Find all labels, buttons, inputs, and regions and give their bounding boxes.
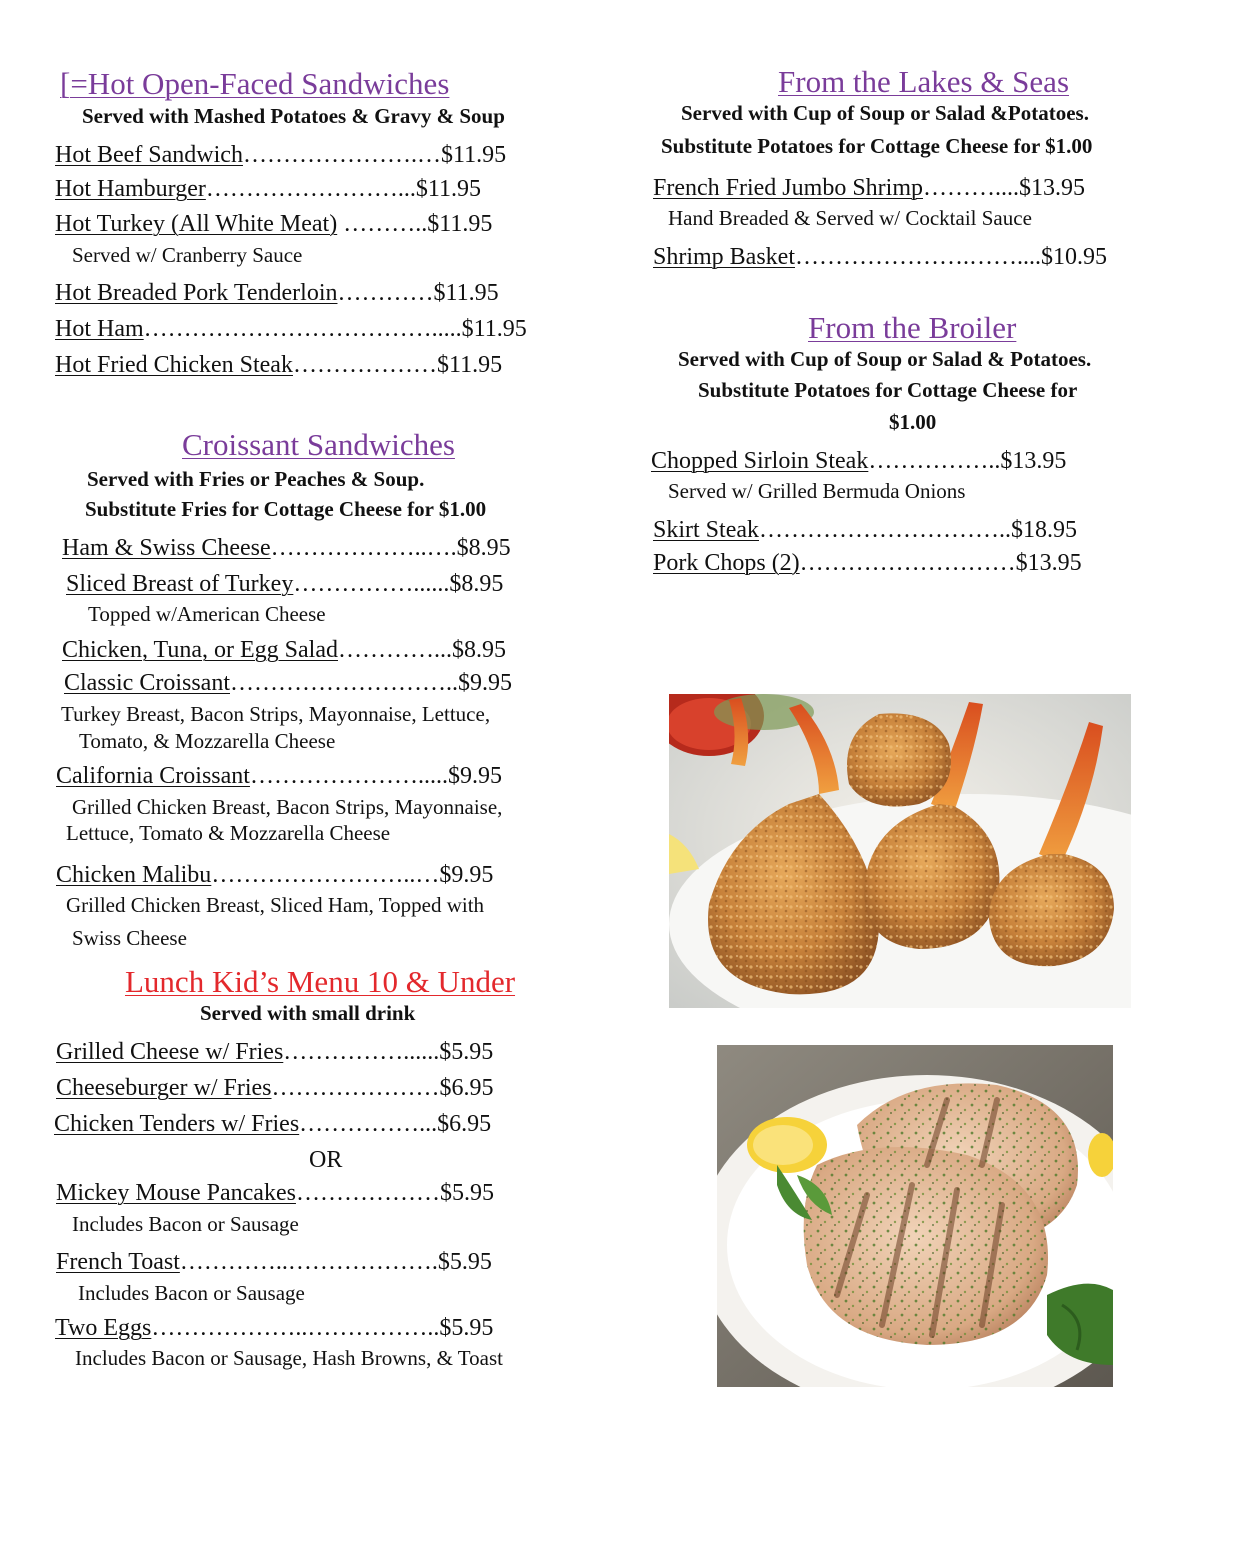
item-name: Hot Breaded Pork Tenderloin [55, 280, 338, 306]
item-name: French Fried Jumbo Shrimp [653, 175, 923, 201]
menu-item-mickey-mouse-pancakes [56, 1181, 494, 1205]
section-subtitle-broiler-1: Served with Cup of Soup or Salad & Potatoes. [678, 347, 1092, 371]
item-price: $5.95 [439, 1180, 494, 1206]
item-description: Hand Breaded & Served w/ Cocktail Sauce [668, 206, 1032, 230]
item-price: $5.95 [439, 1315, 494, 1341]
item-price: $10.95 [1041, 244, 1107, 270]
menu-item-hot-beef-sandwich [55, 143, 506, 167]
item-dots: ………………….… [242, 142, 441, 168]
fried-shrimp-photo [669, 694, 1131, 1008]
item-price: $6.95 [439, 1075, 494, 1101]
item-dots: ……………………..… [211, 862, 440, 888]
menu-item-cheeseburger [56, 1076, 494, 1100]
item-name: Grilled Cheese w/ Fries [56, 1039, 284, 1065]
menu-item-hot-breaded-pork-tenderloin [55, 281, 499, 305]
item-price: $11.95 [415, 176, 481, 202]
item-description: Topped w/American Cheese [88, 602, 326, 626]
menu-item-hot-fried-chicken-steak [55, 353, 502, 377]
section-title-croissant: Croissant Sandwiches [182, 427, 455, 462]
item-price: $6.95 [437, 1111, 492, 1137]
menu-item-california-croissant [56, 764, 502, 788]
menu-item-french-toast [56, 1250, 492, 1274]
item-dots: ………….. [338, 637, 446, 663]
item-price: $9.95 [439, 862, 494, 888]
item-description: Served w/ Cranberry Sauce [72, 243, 303, 267]
item-dots: ………… [337, 280, 434, 306]
item-price: $9.95 [447, 763, 502, 789]
item-name: Chicken, Tuna, or Egg Salad [62, 637, 338, 663]
menu-item-hot-turkey [55, 212, 492, 236]
item-name: Skirt Steak [653, 517, 759, 543]
item-dots: ……………… [295, 1180, 440, 1206]
section-subtitle-lakes-1: Served with Cup of Soup or Salad &Potatoes. [681, 101, 1089, 125]
menu-item-shrimp-basket [653, 245, 1107, 269]
item-price: $8.95 [456, 535, 511, 561]
item-description: Includes Bacon or Sausage [78, 1281, 305, 1305]
item-price: $11.95 [461, 316, 527, 342]
item-dots: ………………………….. [759, 517, 1011, 543]
menu-item-classic-croissant [64, 671, 512, 695]
item-name: Chicken Tenders w/ Fries [54, 1111, 300, 1137]
section-subtitle-croissant-2: Substitute Fries for Cottage Cheese for $1.00 [85, 497, 487, 521]
item-price: $13.95 [1019, 175, 1085, 201]
menu-item-hot-hamburger [55, 177, 481, 201]
menu-item-chopped-sirloin [651, 449, 1066, 473]
item-dots: ………………..…………….. [151, 1315, 440, 1341]
item-dots: ……….... [923, 175, 1019, 201]
item-name: Two Eggs [55, 1315, 152, 1341]
item-description: Swiss Cheese [72, 926, 187, 950]
item-description: Tomato, & Mozzarella Cheese [79, 729, 336, 753]
item-name: Ham & Swiss Cheese [62, 535, 271, 561]
menu-item-hot-ham [55, 317, 527, 341]
item-name: Chicken Malibu [56, 862, 212, 888]
item-dots: ……………………... [205, 176, 416, 202]
menu-item-two-eggs [55, 1316, 493, 1340]
menu-item-grilled-cheese [56, 1040, 493, 1064]
section-subtitle-broiler-2: Substitute Potatoes for Cottage Cheese for [698, 378, 1078, 402]
item-description: Turkey Breast, Bacon Strips, Mayonnaise, Lettuce, [61, 702, 491, 726]
item-name: Hot Beef Sandwich [55, 142, 243, 168]
section-subtitle-croissant-1: Served with Fries or Peaches & Soup. [87, 467, 425, 491]
item-price: .$11.95 [421, 211, 493, 237]
item-price: $8.95 [449, 571, 504, 597]
item-price: $18.95 [1011, 517, 1077, 543]
item-name: Sliced Breast of Turkey [66, 571, 294, 597]
item-dots: ………………………………..... [143, 316, 462, 342]
item-price: $13.95 [1015, 550, 1082, 576]
item-name: California Croissant [56, 763, 250, 789]
section-subtitle-kids: Served with small drink [200, 1001, 416, 1025]
section-subtitle-hot: Served with Mashed Potatoes & Gravy & Soup [82, 104, 505, 128]
item-price: $11.95 [436, 352, 503, 378]
item-dots: ……………… [292, 352, 437, 378]
item-description: Grilled Chicken Breast, Sliced Ham, Topped with [66, 893, 485, 917]
section-subtitle-broiler-3: $1.00 [889, 410, 937, 434]
menu-item-skirt-steak [653, 518, 1077, 542]
section-title-lakes-seas: From the Lakes & Seas [778, 64, 1070, 99]
item-name: Hot Turkey (All White Meat) [55, 211, 338, 237]
item-dots: ………………… [271, 1075, 440, 1101]
item-price: $5.95 [437, 1249, 492, 1275]
item-name: Hot Hamburger [55, 176, 206, 202]
item-name: French Toast [56, 1249, 180, 1275]
item-dots: …………………..... [249, 763, 448, 789]
item-dots: ………………..…. [270, 535, 457, 561]
item-price: $9.95 [458, 670, 512, 696]
item-price: $11.95 [433, 280, 499, 306]
item-dots: ……………... [299, 1111, 438, 1137]
item-price: $11.95 [440, 142, 507, 168]
item-dots: …………….. [868, 448, 1001, 474]
item-name: Hot Ham [55, 316, 144, 342]
menu-item-pork-chops [653, 551, 1082, 575]
grilled-pork-chops-photo [717, 1045, 1113, 1387]
menu-item-sliced-turkey [66, 572, 503, 596]
menu-item-chicken-tuna-egg-salad [62, 638, 506, 662]
item-name: Shrimp Basket [653, 244, 795, 270]
section-title-broiler: From the Broiler [808, 310, 1017, 345]
item-dots: ……………………….. [230, 670, 458, 696]
item-description: Includes Bacon or Sausage [72, 1212, 299, 1236]
item-description: Grilled Chicken Breast, Bacon Strips, Mayonnaise, [72, 795, 503, 819]
item-name: Cheeseburger w/ Fries [56, 1075, 272, 1101]
menu-item-ham-swiss [62, 536, 511, 560]
item-dots: …………..………………. [179, 1249, 438, 1275]
item-dots: ……………………… [799, 550, 1016, 576]
item-dots: ……………...... [283, 1039, 440, 1065]
item-price: .$8.95 [446, 637, 506, 663]
item-price: $5.95 [439, 1039, 494, 1065]
section-title-hot-open-faced: [=Hot Open-Faced Sandwiches [60, 66, 450, 101]
item-description: Lettuce, Tomato & Mozzarella Cheese [66, 821, 391, 845]
item-price: $13.95 [1000, 448, 1067, 474]
section-subtitle-lakes-2: Substitute Potatoes for Cottage Cheese for $1.00 [661, 134, 1093, 158]
section-title-kids-menu: Lunch Kid’s Menu 10 & Under [125, 964, 516, 999]
menu-item-jumbo-shrimp [653, 176, 1085, 200]
item-dots: ………. [337, 211, 422, 237]
item-name: Pork Chops (2) [653, 550, 800, 576]
item-description: Includes Bacon or Sausage, Hash Browns, & Toast [75, 1346, 503, 1370]
item-name: Mickey Mouse Pancakes [56, 1180, 296, 1206]
menu-item-chicken-tenders [54, 1112, 491, 1136]
item-dots: ……………...... [293, 571, 450, 597]
item-name: Chopped Sirloin Steak [651, 448, 869, 474]
item-name: Classic Croissant [64, 670, 230, 696]
or-separator: OR [309, 1147, 343, 1173]
item-description: Served w/ Grilled Bermuda Onions [668, 479, 966, 503]
item-dots: ………………….…….... [795, 244, 1041, 270]
menu-item-chicken-malibu [56, 863, 493, 887]
item-name: Hot Fried Chicken Steak [55, 352, 293, 378]
